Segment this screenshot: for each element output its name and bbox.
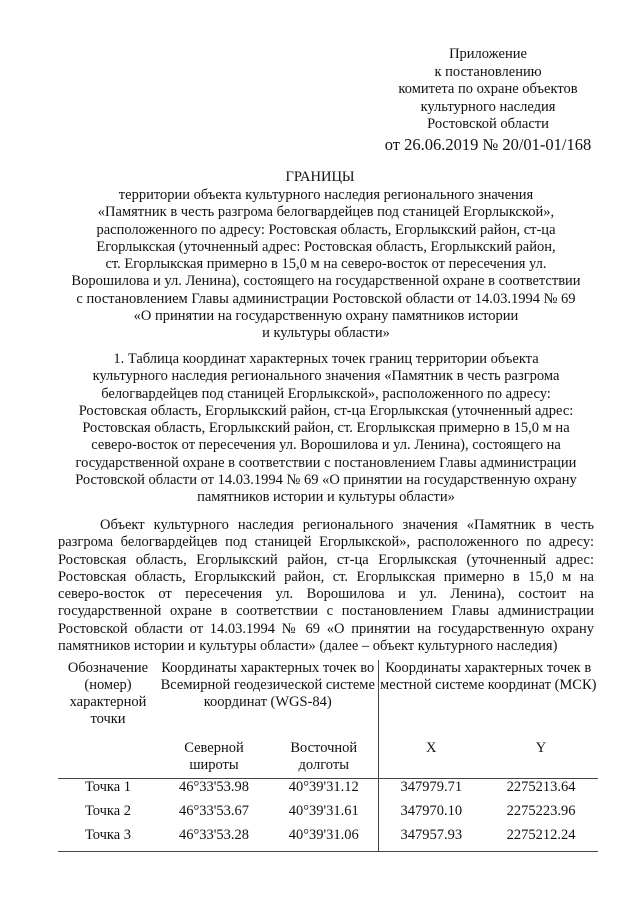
appendix-line: к постановлению bbox=[434, 63, 542, 80]
point-y: 2275213.64 bbox=[506, 779, 576, 795]
subtitle-line: и культуры области» bbox=[262, 325, 390, 342]
section-line: белогвардейцев под станицей Егорлыкской», расположенного по адресу: bbox=[101, 385, 551, 402]
table-header-row bbox=[58, 660, 598, 740]
appendix-line: Приложение bbox=[449, 46, 527, 62]
table-row bbox=[58, 827, 598, 852]
section-line: северо-восток от пересечения ул. Ворошилова и ул. Ленина), состоящего на bbox=[91, 437, 561, 454]
point-x: 347957.93 bbox=[400, 827, 463, 843]
point-lon: 40°39'31.12 bbox=[270, 779, 378, 804]
header-designation: Обозначение (номер) характерной точки bbox=[67, 660, 149, 727]
appendix-block bbox=[372, 46, 604, 155]
document-subtitle bbox=[58, 187, 594, 343]
subtitle-line: территории объекта культурного наследия регионального значения bbox=[118, 187, 534, 203]
section-line: Ростовская область, Егорлыкский район, ст. Егорлыкская примерно в 15,0 м на bbox=[82, 420, 570, 437]
point-lon: 40°39'31.61 bbox=[270, 803, 378, 827]
subheader-y: Y bbox=[535, 740, 547, 756]
point-name: Точка 3 bbox=[84, 827, 132, 843]
point-x: 347970.10 bbox=[400, 803, 463, 819]
point-name: Точка 2 bbox=[84, 803, 132, 819]
subheader-lon: Восточной долготы bbox=[270, 740, 378, 779]
point-x: 347979.71 bbox=[400, 779, 463, 795]
header-msk: Координаты характерных точек в местной системе координат (МСК) bbox=[380, 660, 597, 693]
subtitle-line: расположенного по адресу: Ростовская область, Егорлыкский район, ст-ца bbox=[96, 221, 556, 238]
section-heading bbox=[58, 351, 594, 507]
table-row bbox=[58, 779, 598, 804]
point-name: Точка 1 bbox=[84, 779, 132, 795]
appendix-line: Ростовской области bbox=[427, 116, 549, 132]
table-row bbox=[58, 803, 598, 827]
appendix-line: комитета по охране объектов bbox=[398, 81, 578, 97]
subtitle-line: Егорлыкская (уточненный адрес: Ростовская область, Егорлыкский район, bbox=[96, 238, 556, 255]
section-line: памятников истории и культуры области» bbox=[197, 489, 455, 506]
document-title: ГРАНИЦЫ bbox=[285, 169, 355, 185]
object-description: Объект культурного наследия регионального значения «Памятник в честь разгрома белогвардейцев под станицей Егорлыкской», расположенного по адресу: Ростовская область, Егорлыкский район, ст-ца Егорлыкская (уточненный адрес: Ростовская область, Егорлыкский район, ст. Егорлыкская примерно в 15,0 м на северо-восток от пересечения ул. Ворошилова и ул. Ленина), состоит на государственной охране в соответствии с постановлением Главы администрации Ростовской области от 14.03.1994 № 69 «О принятии на государственную охрану памятников истории и культуры области» (далее – объект культурного наследия) bbox=[58, 517, 594, 655]
section-line: 1. Таблица координат характерных точек границ территории объекта bbox=[113, 351, 539, 367]
subtitle-line: «Памятник в честь разгрома белогвардейцев под станицей Егорлыкской», bbox=[97, 204, 555, 221]
coordinates-table bbox=[58, 660, 598, 852]
header-wgs: Координаты характерных точек во Всемирной геодезической системе координат (WGS-84) bbox=[158, 660, 378, 740]
subtitle-line: Ворошилова и ул. Ленина), состоящего на государственной охране в соответствии bbox=[71, 273, 581, 290]
section-line: государственной охране в соответствии с постановлением Главы администрации bbox=[75, 454, 577, 471]
appendix-line: культурного наследия bbox=[420, 98, 556, 115]
point-y: 2275212.24 bbox=[506, 827, 576, 843]
appendix-date: от 26.06.2019 № 20/01-01/168 bbox=[384, 134, 592, 154]
point-lon: 40°39'31.06 bbox=[270, 827, 378, 852]
point-y: 2275223.96 bbox=[506, 803, 576, 819]
section-line: культурного наследия регионального значения «Памятник в честь разгрома bbox=[92, 368, 560, 385]
point-lat: 46°33'53.98 bbox=[178, 779, 250, 795]
subtitle-line: ст. Егорлыкская примерно в 15,0 м на северо-восток от пересечения ул. bbox=[105, 256, 547, 273]
subtitle-line: «О принятии на государственную охрану памятников истории bbox=[133, 308, 519, 325]
section-line: Ростовская область, Егорлыкский район, ст-ца Егорлыкская (уточненный адрес: bbox=[78, 402, 574, 419]
subtitle-line: с постановлением Главы администрации Ростовской области от 14.03.1994 № 69 bbox=[76, 290, 576, 307]
point-lat: 46°33'53.28 bbox=[178, 827, 250, 843]
point-lat: 46°33'53.67 bbox=[178, 803, 250, 819]
subheader-lat: Северной широты bbox=[184, 740, 244, 773]
subheader-x: X bbox=[426, 740, 437, 756]
section-line: Ростовской области от 14.03.1994 № 69 «О принятии на государственную охрану bbox=[75, 472, 577, 489]
